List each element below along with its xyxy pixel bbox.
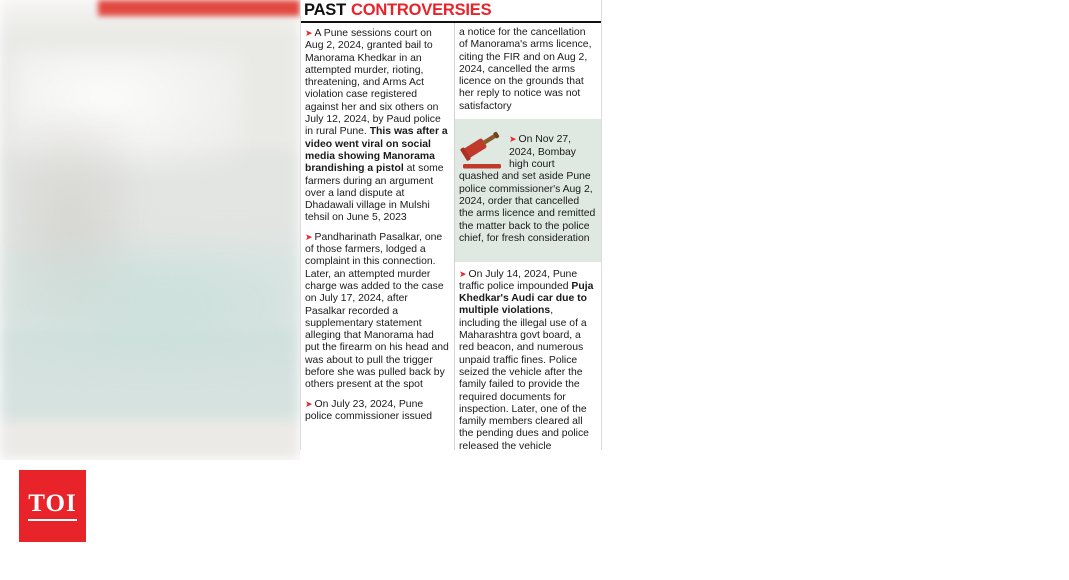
arrow-bullet-icon: ➤ [305,28,313,38]
toi-logo-text: TOI [28,491,76,521]
item-text: On July 23, 2024, Pune police commissioner issued [305,398,433,422]
highlight-block [455,119,601,261]
list-item [305,27,449,225]
item-text: On Nov 27, 2024, Bombay high court quashed and set aside Pune police commissioner's Aug 2, 2024, order that cancelled the arms licence and remitted the matter back to the police chief, for fresh consideration [458,134,596,244]
article-photo [0,0,300,460]
panel-left-column [301,23,455,450]
panel-title-controversies: CONTROVERSIES [350,1,492,19]
arrow-bullet-icon: ➤ [508,134,517,145]
arrow-bullet-icon: ➤ [305,231,313,242]
item-text-bold: This was after a video went viral on social media showing Manorama brandishing a pistol [305,126,448,175]
item-text-cont: , including the illegal use of a Maharashtra govt board, a red beacon, and numerous unpaid traffic fines. Police seized the vehicle after the family failed to provide the required documents for inspection. Later, one of the family members cleared all the pending dues and police released the vehicle [458,305,589,452]
item-text-cont: at some farmers during an argument over a land dispute at Dhadawali village in Mulshi tehsil on June 5, 2023 [305,163,444,224]
item-text-bold: Puja Khedkar's Audi car due to multiple violations [458,280,594,317]
item-text: Pandharinath Pasalkar, one of those farmers, lodged a complaint in this connection. Later, an attempted murder charge was added to the case on July 17, 2024, after Pasalkar recorded a supplementary statement alleging that Manorama had put the firearm on his head and was about to pull the trigger before she was pulled back by others present at the spot [305,231,449,391]
photo-red-banner [98,0,300,16]
item-text: a notice for the cancellation of Manorama's arms licence, citing the FIR and on Aug 2, 2024, cancelled the arms licence on the grounds that her reply to notice was not satisfactory [458,27,592,112]
past-controversies-panel [300,0,602,450]
list-item [305,231,449,392]
item-text: A Pune sessions court on Aug 2, 2024, granted bail to Manorama Khedkar in an attempted murder, rioting, threatening, and Arms Act violation case registered against her and six others on July 12, 2024, by Paud police in rural Pune. [305,28,441,138]
arrow-bullet-icon: ➤ [305,398,313,409]
panel-title-past: PAST [304,1,346,19]
continuation-text [459,27,596,113]
panel-header [301,0,601,23]
panel-right-column [455,23,601,450]
arrow-bullet-icon: ➤ [458,268,467,279]
photo-highlight-2 [0,240,300,370]
toi-logo [19,470,86,542]
item-text: On July 14, 2024, Pune traffic police impounded [458,268,578,292]
list-item [459,268,596,453]
gavel-icon [459,125,505,171]
list-item [305,398,449,424]
panel-columns [301,23,601,450]
